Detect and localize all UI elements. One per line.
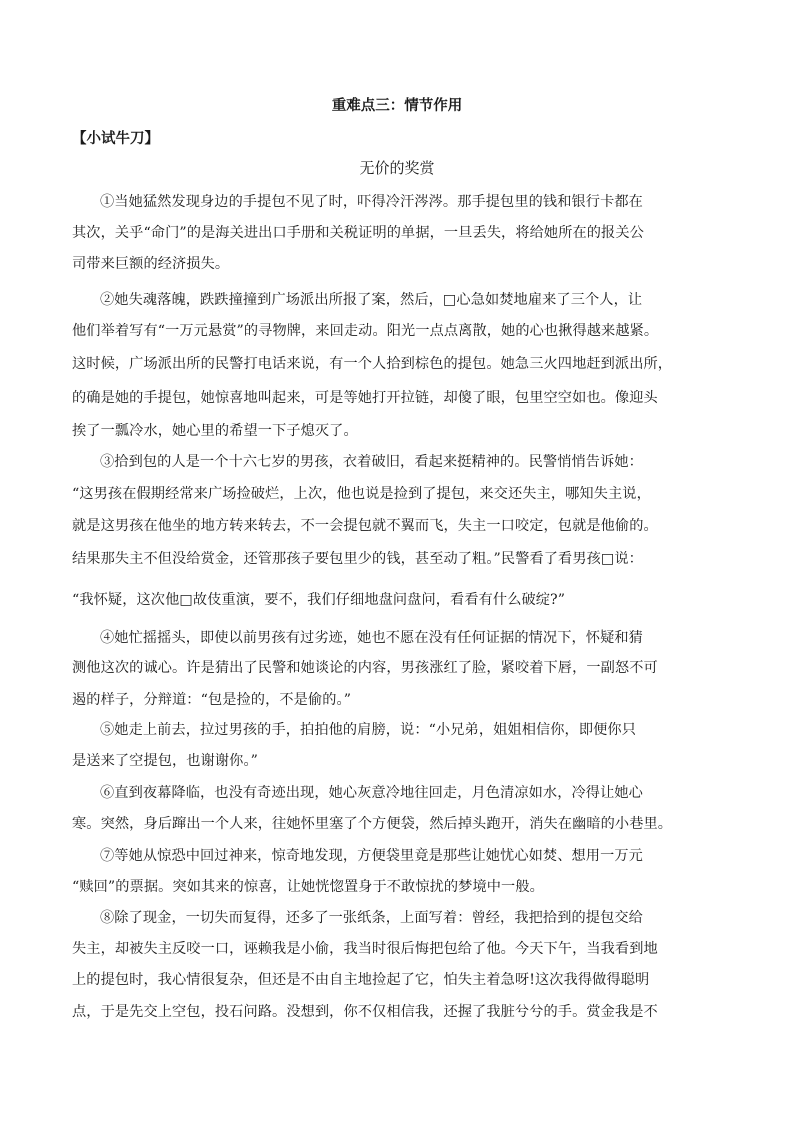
- paragraph-line: 寒。突然，身后蹿出一个人来，往她怀里塞了个方便袋，然后掉头跑开，消失在幽暗的小巷里。: [72, 816, 673, 832]
- paragraph-line: 的确是她的手提包，她惊喜地叫起来，可是等她打开拉链，却傻了眼，包里空空如也。像迎头: [72, 390, 658, 406]
- paragraph-line: ⑧除了现金，一切失而复得，还多了一张纸条，上面写着：曾经，我把拾到的提包交给: [100, 910, 643, 926]
- paragraph-line: 挨了一瓢冷水，她心里的希望一下子熄灭了。: [72, 423, 358, 439]
- paragraph-line: 是送来了空提包，也谢谢你。”: [72, 753, 258, 769]
- paragraph-line: 其次，关乎“命门”的是海关进出口手册和关税证明的单据，一旦丢失，将给她所在的报关公: [72, 225, 644, 241]
- paragraph-line: ④她忙摇摇头，即使以前男孩有过劣迹，她也不愿在没有任何证据的情况下，怀疑和猜: [100, 630, 643, 646]
- paragraph-line: ①当她猛然发现身边的手提包不见了时，吓得冷汗涔涔。那手提包里的钱和银行卡都在: [100, 194, 643, 210]
- paragraph-line: 遏的样子，分辩道：“包是捡的，不是偷的。”: [72, 692, 352, 708]
- paragraph-line: 这时候，广场派出所的民警打电话来说，有一个人拾到棕色的提包。她急三火四地赶到派出所，: [72, 356, 673, 372]
- paragraph-line: 他们举着写有“一万元悬赏”的寻物牌，来回走动。阳光一点点离散，她的心也揪得越来越紧。: [72, 323, 659, 339]
- paragraph-line: 就是这男孩在他坐的地方转来转去，不一会提包就不翼而飞，失主一口咬定，包就是他偷的。: [72, 518, 658, 534]
- paragraph-line: ⑥直到夜幕降临，也没有奇迹出现，她心灰意冷地往回走，月色清凉如水，冷得让她心: [100, 785, 643, 801]
- paragraph-line: 点，于是先交上空包，投石问路。没想到，你不仅相信我，还握了我脏兮兮的手。赏金我是不: [72, 1004, 658, 1020]
- paragraph-line: 失主，却被失主反咬一口，诬赖我是小偷，我当时很后悔把包给了他。今天下午，当我看到地: [72, 941, 658, 957]
- paragraph-line: ⑤她走上前去，拉过男孩的手，拍拍他的肩膀，说：“小兄弟，姐姐相信你，即便你只: [100, 722, 636, 738]
- paragraph-line: “这男孩在假期经常来广场捡破烂，上次，他也说是捡到了提包，来交还失主，哪知失主说，: [72, 486, 651, 502]
- paragraph-line: ②她失魂落魄，跌跌撞撞到广场派出所报了案，然后，□心急如焚地雇来了三个人，让: [100, 292, 643, 308]
- paragraph-line: 司带来巨额的经济损失。: [72, 256, 230, 272]
- paragraph-line: ③拾到包的人是一个十六七岁的男孩，衣着破旧，看起来挺精神的。民警悄悄告诉她：: [100, 454, 643, 470]
- paragraph-line: 上的提包时，我心情很复杂，但还是不由自主地捡起了它，怕失主着急呀!这次我得做得聪明: [72, 972, 650, 988]
- paragraph-line: ⑦等她从惊恐中回过神来，惊奇地发现，方便袋里竟是那些让她忧心如焚、想用一万元: [100, 848, 643, 864]
- story-title: 无价的奖赏: [359, 159, 435, 177]
- paragraph-line: “我怀疑，这次他□故伎重演，要不，我们仔细地盘问盘问，看看有什么破绽?”: [72, 592, 566, 608]
- paragraph-line: 结果那失主不但没给赏金，还管那孩子要包里少的钱，甚至动了粗。”民警看了看男孩□说：: [72, 551, 643, 567]
- page-heading: 重难点三：情节作用: [331, 98, 463, 114]
- section-label: 【小试牛刀】: [72, 131, 159, 147]
- paragraph-line: “赎回”的票据。突如其来的惊喜，让她恍惚置身于不敢惊扰的梦境中一般。: [72, 879, 544, 895]
- paragraph-line: 测他这次的诚心。许是猜出了民警和她谈论的内容，男孩涨红了脸，紧咬着下唇，一副怒不可: [72, 660, 658, 676]
